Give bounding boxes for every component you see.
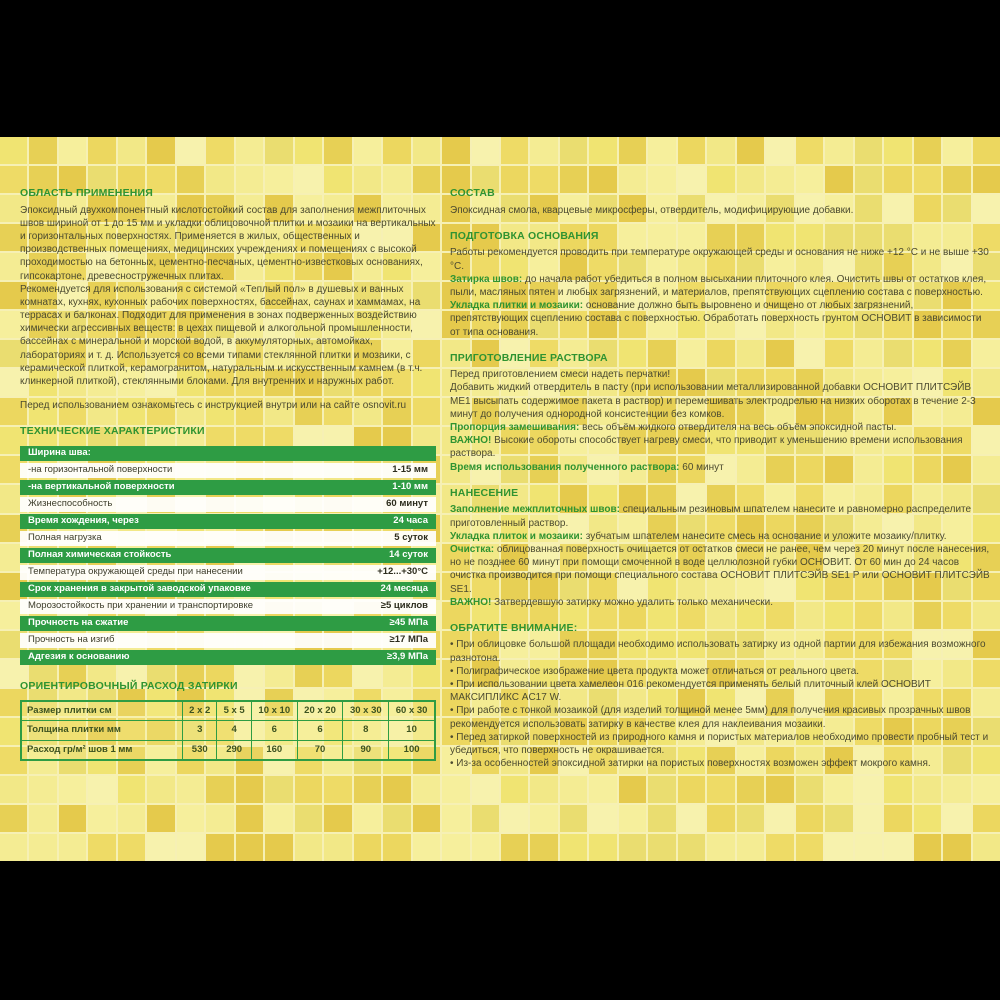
consumption-row-label: Толщина плитки мм: [21, 721, 183, 741]
bullet-text: Полиграфическое изображение цвета продукта может отличаться от реального цвета.: [456, 665, 860, 677]
consumption-row: [21, 740, 435, 760]
consumption-value: 160: [251, 740, 297, 760]
tech-spec-label: Адгезия к основанию: [20, 650, 346, 665]
attention-bullet: [450, 704, 992, 730]
letterbox-bottom: [0, 861, 1000, 1000]
tech-spec-row: [20, 548, 436, 563]
consumption-value: 530: [183, 740, 217, 760]
consumption-row: [21, 721, 435, 741]
paragraph-lead: Затирка швов:: [450, 273, 523, 285]
bullet-glyph: •: [450, 758, 457, 770]
tech-spec-row: [20, 514, 436, 529]
tech-spec-label: Морозостойкость при хранении и транспортировке: [20, 599, 346, 614]
paragraph-text: Перед приготовлением смеси надеть перчатки!: [450, 369, 671, 381]
paragraph: [20, 204, 436, 283]
application-paragraphs: [20, 204, 436, 413]
tech-spec-value: 24 месяца: [346, 582, 436, 597]
paragraph-text: до начала работ убедиться в полном высыхании плиточного клея. Очистить швы от остатков клея, пыли, масляных пятен и любых загрязнений, и материалов, препятствующих сцеплению состава с поверхностью.: [450, 273, 987, 298]
consumption-value: 6: [297, 721, 343, 741]
tech-spec-value: 24 часа: [346, 514, 436, 529]
paragraph-text: весь объём жидкого отвердителя на весь объём эпоксидной пасты.: [579, 422, 897, 434]
bullet-glyph: •: [450, 639, 457, 651]
paragraph-lead: ВАЖНО!: [450, 435, 492, 447]
bullet-text: При работе с тонкой мозаикой (для изделий толщиной менее 5мм) для получения красивых прозрачных швов рекомендуется использовать затирку в качестве клея для наклеивания мозаики.: [450, 705, 971, 730]
paragraph-lead: ВАЖНО!: [450, 596, 492, 608]
tech-spec-value: ≥17 МПа: [346, 633, 436, 648]
section-mixing: [450, 352, 992, 474]
tech-spec-value: 1-15 мм: [346, 463, 436, 478]
paragraph: [450, 596, 992, 609]
consumption-row-label: Размер плитки см: [21, 701, 183, 721]
section-title-application: ОБЛАСТЬ ПРИМЕНЕНИЯ: [20, 187, 154, 199]
paragraph: [450, 503, 992, 529]
paragraph-lead: Укладка плиток и мозаики:: [450, 530, 583, 542]
label-content: [0, 137, 1000, 861]
tech-spec-label: Время хождения, через: [20, 514, 346, 529]
section-title-substrate-prep: ПОДГОТОВКА ОСНОВАНИЯ: [450, 229, 599, 242]
paragraph: [450, 246, 992, 272]
tech-spec-label: Прочность на сжатие: [20, 616, 346, 631]
attention-bullet: [450, 665, 992, 678]
paragraph: [450, 204, 992, 217]
bullet-text: Из-за особенностей эпоксидной затирки на пористых поверхностях возможен эффект мокрого камня.: [456, 758, 931, 770]
consumption-value: 6: [251, 721, 297, 741]
paragraph: [450, 368, 992, 381]
tech-spec-label: -на вертикальной поверхности: [20, 480, 346, 495]
paragraph-lead: Заполнение межплиточных швов:: [450, 504, 620, 516]
consumption-value: 70: [297, 740, 343, 760]
tech-spec-row: [20, 463, 436, 478]
tech-spec-label: Ширина шва:: [20, 446, 346, 461]
paragraph: [450, 434, 992, 460]
consumption-value: 90: [343, 740, 389, 760]
attention-bullet: [450, 638, 992, 664]
paragraph-text: Эпоксидный двухкомпонентный кислотостойкий состав для заполнения межплиточных швов шириной от 1 до 15 мм и укладки облицовочной плитки и мозаики на вертикальных и горизонтальных поверхностях. Применяется в жилых, общественных и производственных помещениях, медицинских учреждениях и помещениях с высокой проходимостью на бетонных, цементно-песчаных, цементно-известковых основаниях, гипсокартоне, древесностружечных плитах.: [20, 204, 436, 282]
section-title-consumption: ОРИЕНТИРОВОЧНЫЙ РАСХОД ЗАТИРКИ: [20, 680, 238, 692]
tech-spec-label: Прочность на изгиб: [20, 633, 346, 648]
tech-spec-row: [20, 497, 436, 512]
section-application-method: [450, 487, 992, 609]
consumption-value: 10 х 10: [251, 701, 297, 721]
tech-spec-label: Срок хранения в закрытой заводской упаковке: [20, 582, 346, 597]
left-column: [20, 187, 436, 774]
section-consumption: [20, 680, 436, 761]
bullet-glyph: •: [450, 665, 457, 677]
paragraph-text: Эпоксидная смола, кварцевые микросферы, отвердитель, модифицирующие добавки.: [450, 204, 854, 216]
tech-spec-label: Температура окружающей среды при нанесении: [20, 565, 346, 580]
consumption-value: 3: [183, 721, 217, 741]
attention-bullet: [450, 757, 992, 770]
bullet-text: Перед затиркой поверхностей из природного камня и пористых материалов необходимо провести пробный тест и убедиться, что поверхность не окрашивается.: [450, 731, 989, 756]
right-column: [450, 187, 992, 783]
tech-spec-value: 1-10 мм: [346, 480, 436, 495]
consumption-value: 10: [389, 721, 435, 741]
paragraph-text: Перед использованием ознакомьтесь с инструкцией внутри или на сайте osnovit.ru: [20, 400, 407, 412]
paragraph: [450, 421, 992, 434]
attention-bullet: [450, 731, 992, 757]
tech-spec-row: [20, 446, 436, 461]
consumption-value: 60 х 30: [389, 701, 435, 721]
consumption-value: 2 х 2: [183, 701, 217, 721]
paragraph-lead: Время использования полученного раствора:: [450, 461, 680, 473]
paragraph-text: Работы рекомендуется проводить при температуре окружающей среды и основания не ниже +12 °С и не выше +30 °С.: [450, 247, 989, 272]
tech-spec-row: [20, 599, 436, 614]
bullet-glyph: •: [450, 679, 457, 691]
tech-spec-row: [20, 565, 436, 580]
tech-spec-row: [20, 480, 436, 495]
tech-spec-value: 5 суток: [346, 531, 436, 546]
tech-spec-value: [346, 446, 436, 461]
tech-spec-label: Полная нагрузка: [20, 531, 346, 546]
tech-spec-value: ≥45 МПа: [346, 616, 436, 631]
attention-bullet: [450, 678, 992, 704]
tech-spec-row: [20, 616, 436, 631]
consumption-row: [21, 701, 435, 721]
paragraph-text: специальным резиновым шпателем нанесите и равномерно распределите приготовленный раствор.: [450, 504, 972, 529]
bullet-text: При использовании цвета хамелеон 016 рекомендуется применять белый плиточный клей ОСНОВИТ МАКСИПЛИКС AC17 W.: [450, 679, 931, 704]
consumption-row-label: Расход гр/м² шов 1 мм: [21, 740, 183, 760]
section-composition: [450, 187, 992, 217]
section-title-application-method: НАНЕСЕНИЕ: [450, 486, 519, 499]
section-title-tech-specs: ТЕХНИЧЕСКИЕ ХАРАКТЕРИСТИКИ: [20, 425, 205, 438]
tech-spec-label: Полная химическая стойкость: [20, 548, 346, 563]
paragraph-lead: Укладка плитки и мозаики:: [450, 300, 584, 312]
tech-spec-value: 60 минут: [346, 497, 436, 512]
paragraph-text: основание должно быть выровнено и очищено от любых загрязнений, препятствующих сцеплению состава с поверхностью. Обработать поверхность грунтом ОСНОВИТ в зависимости от типа основания.: [450, 300, 982, 338]
tech-specs-table: [20, 444, 436, 667]
paragraph: [20, 283, 436, 389]
section-title-attention: ОБРАТИТЕ ВНИМАНИЕ:: [450, 621, 578, 634]
consumption-value: 20 х 20: [297, 701, 343, 721]
tech-spec-label: Жизнеспособность: [20, 497, 346, 512]
paragraph: [450, 273, 992, 299]
paragraph: [450, 461, 992, 474]
section-title-composition: СОСТАВ: [450, 187, 495, 199]
paragraph-lead: Пропорция замешивания:: [450, 422, 580, 434]
tech-spec-row: [20, 633, 436, 648]
tech-spec-value: ≥3,9 МПа: [346, 650, 436, 665]
tech-spec-value: +12...+30°С: [346, 565, 436, 580]
consumption-value: 5 х 5: [217, 701, 251, 721]
section-attention: [450, 622, 992, 770]
tech-spec-row: [20, 531, 436, 546]
tech-spec-value: 14 суток: [346, 548, 436, 563]
tech-spec-label: -на горизонтальной поверхности: [20, 463, 346, 478]
paragraph: [20, 399, 436, 412]
paragraph-text: Высокие обороты способствует нагреву смеси, что приводит к уменьшению времени использования раствора.: [450, 435, 963, 460]
tech-spec-value: ≥5 циклов: [346, 599, 436, 614]
paragraph-text: облицованная поверхность очищается от остатков смеси не ранее, чем через 20 минут после нанесения, но не позднее 60 минут при помощи смоченной в воде целлюлозной губки ОСНОВИТ. От 60 мин до 24 часов очистка производится при помощи специального состава ОСНОВИТ ПЛИТСЭЙВ SE1 P или ОСНОВИТ ПЛИТСЭЙВ SE1.: [450, 543, 990, 595]
paragraph-text: Рекомендуется для использования с системой «Теплый пол» в душевых и ванных комнатах, кухнях, кухонных рабочих поверхностях, бассейнах, саунах и хаммамах, на террасах и балконах. Подходит для применения в зонах подверженных воздействию химически агрессивных веществ: в цехах пищевой и алкогольной промышленности, бассейнах с минеральной и морской водой, в аккумуляторных, автомойках, лабораториях и т. д. Используется со всеми типами стеклянной плитки и мозаики, с керамической плиткой, керамогранитом, натуральным и искусственным камнем (в т.ч. клинкерной плиткой), стеклянными блоками. Для внутренних и наружных работ.: [20, 283, 423, 388]
paragraph-text: Затвердевшую затирку можно удалить только механически.: [491, 596, 773, 608]
consumption-value: 30 х 30: [343, 701, 389, 721]
paragraph-text: зубчатым шпателем нанесите смесь на основание и уложите мозаику/плитку.: [582, 530, 947, 542]
paragraph: [450, 543, 992, 596]
paragraph: [450, 381, 992, 421]
bullet-text: При облицовке большой площади необходимо использовать затирку из одной партии для избежания возможного разнотона.: [450, 639, 986, 664]
bullet-glyph: •: [450, 731, 457, 743]
bullet-glyph: •: [450, 705, 457, 717]
consumption-value: 4: [217, 721, 251, 741]
tech-spec-row: [20, 582, 436, 597]
section-title-mixing: ПРИГОТОВЛЕНИЕ РАСТВОРА: [450, 351, 608, 364]
paragraph-text: Добавить жидкий отвердитель в пасту (при использовании металлизированной добавки ОСНОВИТ ПЛИТСЭЙВ ME1 высыпать содержимое пакета в раствор) и перемешивать электродрелью на низких оборотах в течение 2-3 минут до получения однородной консистенции без комков.: [450, 382, 976, 420]
section-application: [20, 187, 436, 412]
section-substrate-prep: [450, 230, 992, 339]
letterbox-top: [0, 0, 1000, 137]
paragraph-lead: Очистка:: [450, 543, 495, 555]
section-tech-specs: [20, 425, 436, 667]
consumption-table: [20, 700, 436, 762]
tech-spec-row: [20, 650, 436, 665]
paragraph-text: 60 минут: [679, 461, 724, 473]
paragraph: [450, 299, 992, 339]
paragraph: [450, 530, 992, 543]
consumption-value: 8: [343, 721, 389, 741]
consumption-value: 290: [217, 740, 251, 760]
consumption-value: 100: [389, 740, 435, 760]
